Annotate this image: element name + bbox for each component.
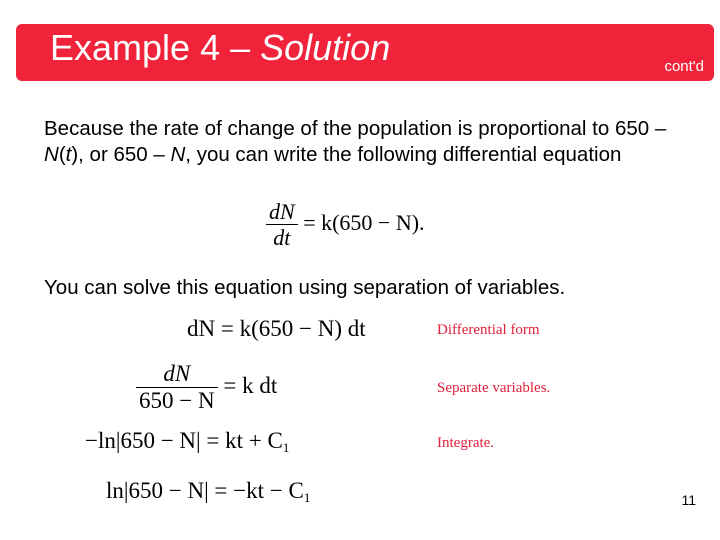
sep-numerator: dN	[136, 361, 218, 388]
step-differential-form: dN = k(650 − N) dt	[187, 316, 366, 341]
sep-denominator: 650 − N	[139, 388, 215, 414]
paragraph-intro	[44, 116, 684, 168]
integrate-expr: −ln|650 − N| = kt + C	[85, 428, 283, 453]
step-separate	[136, 361, 277, 415]
intro-text-3: , you can write the following differential equation	[185, 143, 622, 166]
continued-label: cont'd	[664, 58, 704, 75]
separated-fraction	[136, 361, 218, 415]
paren-open: (	[58, 143, 66, 166]
step-result	[106, 478, 310, 506]
intro-text-1: Because the rate of change of the population is proportional to 650 –	[44, 117, 667, 140]
step-integrate	[85, 428, 289, 456]
var-N: N	[44, 143, 59, 166]
intro-text-2: ), or 650 –	[71, 143, 171, 166]
paragraph-separation: You can solve this equation using separation of variables.	[44, 276, 566, 299]
equation-rhs: = k(650 − N).	[297, 209, 425, 235]
subscript-2: 1	[303, 490, 311, 505]
slide-title	[50, 27, 390, 69]
note-differential-form: Differential form	[437, 322, 540, 338]
title-main: Example 4 –	[50, 27, 261, 68]
sep-rhs: = k dt	[217, 373, 278, 399]
frac-denominator: dt	[273, 225, 291, 251]
title-italic: Solution	[260, 27, 391, 68]
page-number: 11	[681, 492, 696, 508]
note-separate: Separate variables.	[437, 380, 551, 396]
var-N-2: N	[170, 143, 186, 166]
differential-equation	[266, 199, 425, 251]
derivative-fraction	[266, 199, 298, 251]
subscript: 1	[282, 440, 290, 455]
title-bar	[16, 24, 714, 81]
result-expr: ln|650 − N| = −kt − C	[106, 478, 304, 503]
var-t: t	[65, 143, 72, 166]
note-integrate: Integrate.	[437, 435, 495, 451]
frac-numerator: dN	[266, 199, 298, 225]
